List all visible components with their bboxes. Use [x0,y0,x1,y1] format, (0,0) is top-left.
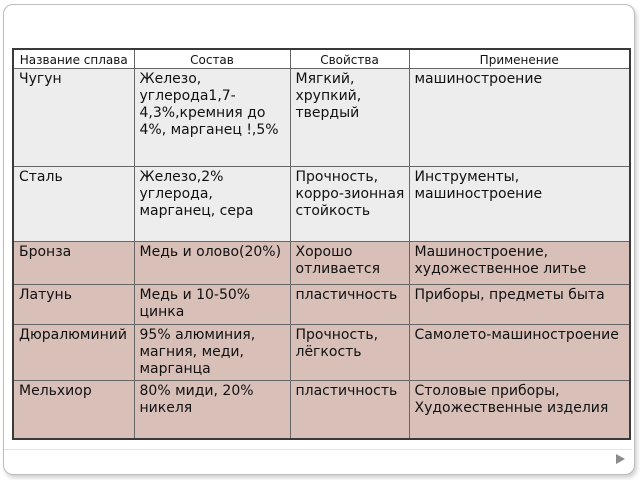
alloys-table [12,48,631,440]
alloy-composition: Медь и 10-50% цинка [134,285,290,325]
alloy-application: Самолето-машиностроение [409,325,630,381]
alloy-name: Дюралюминий [13,325,134,381]
alloy-properties: Прочность, лёгкость [290,325,409,381]
alloy-composition: 80% миди, 20% никеля [134,381,290,439]
alloy-properties: пластичность [290,381,409,439]
header-properties: Свойства [290,49,409,69]
table-row [13,325,630,381]
footer-divider [4,449,632,450]
header-application: Применение [409,49,630,69]
alloy-application: Инструменты, машиностроение [409,167,630,242]
header-name: Название сплава [13,49,134,69]
alloy-composition: 95% алюминия, магния, меди, марганца [134,325,290,381]
right-arrow-icon[interactable] [616,454,625,464]
alloy-composition: Железо, углерода1,7-4,3%,кремния до 4%, марганец !,5% [134,69,290,167]
alloy-name: Мельхиор [13,381,134,439]
alloy-name: Чугун [13,69,134,167]
table-row [13,285,630,325]
alloy-properties: Прочность, корро-зионная стойкость [290,167,409,242]
table-row [13,381,630,439]
alloy-name: Бронза [13,242,134,285]
alloy-application: Машиностроение, художественное литье [409,242,630,285]
alloy-name: Сталь [13,167,134,242]
alloy-properties: пластичность [290,285,409,325]
alloy-properties: Хорошо отливается [290,242,409,285]
alloy-composition: Медь и олово(20%) [134,242,290,285]
alloy-application: Приборы, предметы быта [409,285,630,325]
alloy-application: машиностроение [409,69,630,167]
table-row [13,167,630,242]
table-header-row [13,49,630,69]
alloy-application: Столовые приборы, Художественные изделия [409,381,630,439]
table-row [13,69,630,167]
table-row [13,242,630,285]
alloy-composition: Железо,2% углерода, марганец, сера [134,167,290,242]
alloy-properties: Мягкий, хрупкий, твердый [290,69,409,167]
header-composition: Состав [134,49,290,69]
alloy-name: Латунь [13,285,134,325]
